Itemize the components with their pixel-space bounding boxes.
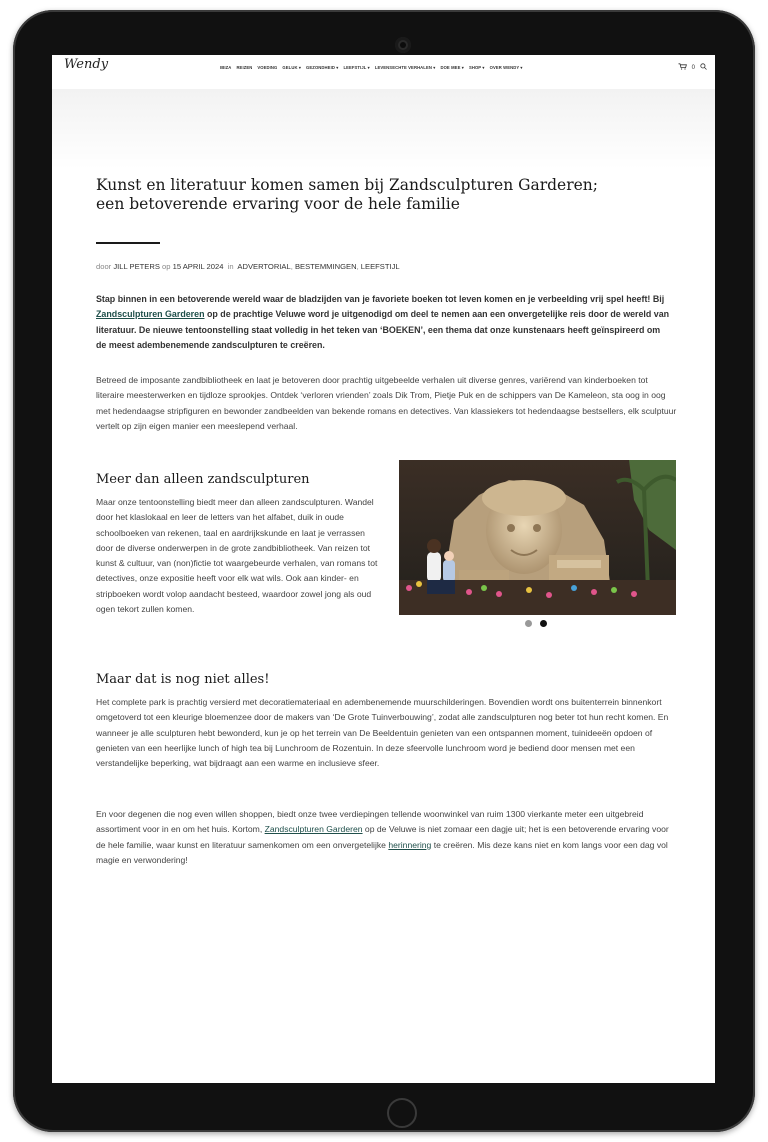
- navbar: [52, 55, 715, 89]
- closing-paragraph: En voor degenen die nog even willen shoppen, biedt onze twee verdiepingen tellende woonwinkel van ruim 1300 vierkante meter een uitgebreid assortiment voor in en om het huis. Kortom, Zandsculpturen Garderen op de Veluwe is niet zomaar een dagje uit; het is een betoverende ervaring voor de hele familie, waar kunst en literatuur samenkomen om een onvergetelijke herinnering te creëren. Mis deze kans niet en kom langs voor een dag vol magie en verwondering!: [96, 809, 669, 865]
- nav-item-ibiza[interactable]: IBIZA: [220, 65, 232, 70]
- logo[interactable]: Wendy: [64, 57, 109, 72]
- lead-paragraph: Stap binnen in een betoverende wereld waar de bladzijden van je favoriete boeken tot leven komen en je verbeelding vrij spel heeft! Bij Zandsculpturen Garderen op de prachtige Veluwe word je uitgenodigd om deel te nemen aan een onvergetelijke reis door de wereld van literatuur. De nieuwe tentoonstelling staat volledig in het teken van ‘BOEKEN’, een thema dat onze kunstenaars heeft geïnspireerd om de meest adembenemende zandsculpturen te creëren.: [96, 294, 670, 350]
- herinnering-link[interactable]: herinnering: [388, 839, 432, 850]
- screen: [52, 55, 715, 1083]
- home-button[interactable]: [387, 1098, 417, 1128]
- nav-item-gezondheid[interactable]: GEZONDHEID ▾: [306, 65, 339, 70]
- zandsculpturen-link[interactable]: Zandsculpturen Garderen: [96, 309, 205, 320]
- section-text-2: Het complete park is prachtig versierd met decoratiemateriaal en adembenemende muurschilderingen. Bovendien wordt ons buitenterrein binnenkort omgetoverd tot een kleurige bloemenzee door de makers van ‘De Grote Tuinverbouwing’, zodat alle zandsculpturen nog beter tot hun recht komen. En wanneer je alle sculpturen hebt bewonderd, kun je op het terrein van De Beeldentuin genieten van een ontspannen moment, tuinideeën opdoen of genieten van een heerlijke lunch of high tea bij Lunchroom de Rozentuin. In deze sfeervolle lunchroom word je bediend door mensen met een verstandelijke beperking, wat bijdraagt aan een warme en inclusieve sfeer.: [96, 697, 669, 769]
- category-link-leefstijl[interactable]: LEEFSTIJL: [360, 262, 400, 271]
- search-icon[interactable]: [700, 63, 707, 72]
- title-rule: [96, 242, 160, 244]
- article-title: Kunst en literatuur komen samen bij Zandsculpturen Garderen; een betoverende ervaring voor de hele familie: [96, 176, 599, 213]
- date: 15 APRIL 2024: [172, 262, 224, 271]
- paragraph-1: Betreed de imposante zandbibliotheek en laat je betoveren door prachtig uitgebeelde verhalen uit diverse genres, variërend van kinderboeken tot literaire meesterwerken en tijdloze sprookjes. Ontdek ‘verloren vrienden’ zoals Dik Trom, Pietje Puk en de schippers van De Kameleon, sta oog in oog met hedendaagse stripfiguren en bewonder zandbeelden van bekende romans en detectives. Van klassiekers tot hedendaagse bestsellers, elk sculptuur vertelt op zijn eigen manier een meeslepend verhaal.: [96, 375, 677, 431]
- nav-item-geluk[interactable]: GELUK ▾: [282, 65, 302, 70]
- main-nav: [220, 65, 523, 70]
- slider-dots: [525, 620, 547, 627]
- section-heading-1: Meer dan alleen zandsculpturen: [96, 472, 310, 487]
- zandsculpturen-link-2[interactable]: Zandsculpturen Garderen: [264, 824, 363, 835]
- nav-item-levensechte-verhalen[interactable]: LEVENSECHTE VERHALEN ▾: [374, 65, 436, 70]
- category-link-advertorial[interactable]: ADVERTORIAL: [237, 262, 291, 271]
- section-text-1: Maar onze tentoonstelling biedt meer dan alleen zandsculpturen. Wandel door het klaslokaal en leer de letters van het alfabet, duik in oude schoolboeken van rekenen, taal en aardrijkskunde en laat je verrassen door de diverse onderwerpen in de grote zandbibliotheek. Van reizen tot kunst & cultuur, van (non)fictie tot waargebeurde verhalen, van romans tot detectives, onze expositie heeft voor elk wat wils. Ook aan kinder- en stripboeken wordt volop aandacht besteed, waardoor zowel jong als oud ogen tekort zullen komen.: [96, 497, 378, 615]
- nav-item-doe-mee[interactable]: DOE MEE ▾: [440, 65, 464, 70]
- article-meta: door JILL PETERS op 15 APRIL 2024 in ADVERTORIAL, BESTEMMINGEN, LEEFSTIJL: [96, 262, 400, 271]
- author-link[interactable]: JILL PETERS: [113, 262, 160, 271]
- section-heading-2: Maar dat is nog niet alles!: [96, 672, 270, 687]
- cart-icon[interactable]: [678, 63, 687, 72]
- cart-count[interactable]: 0: [691, 64, 695, 71]
- header-banner: [52, 89, 715, 169]
- nav-right: [678, 63, 707, 72]
- nav-item-reizen[interactable]: REIZEN: [236, 65, 253, 70]
- slider-dot-1[interactable]: [525, 620, 532, 627]
- slider-image[interactable]: [399, 460, 676, 615]
- nav-item-over-wendy[interactable]: OVER WENDY ▾: [489, 65, 523, 70]
- nav-item-leefstijl[interactable]: LEEFSTIJL ▾: [343, 65, 370, 70]
- category-link-bestemmingen[interactable]: BESTEMMINGEN: [294, 262, 357, 271]
- nav-item-voeding[interactable]: VOEDING: [257, 65, 278, 70]
- camera-icon: [395, 37, 411, 53]
- slider-dot-2[interactable]: [540, 620, 547, 627]
- nav-item-shop[interactable]: SHOP ▾: [468, 65, 485, 70]
